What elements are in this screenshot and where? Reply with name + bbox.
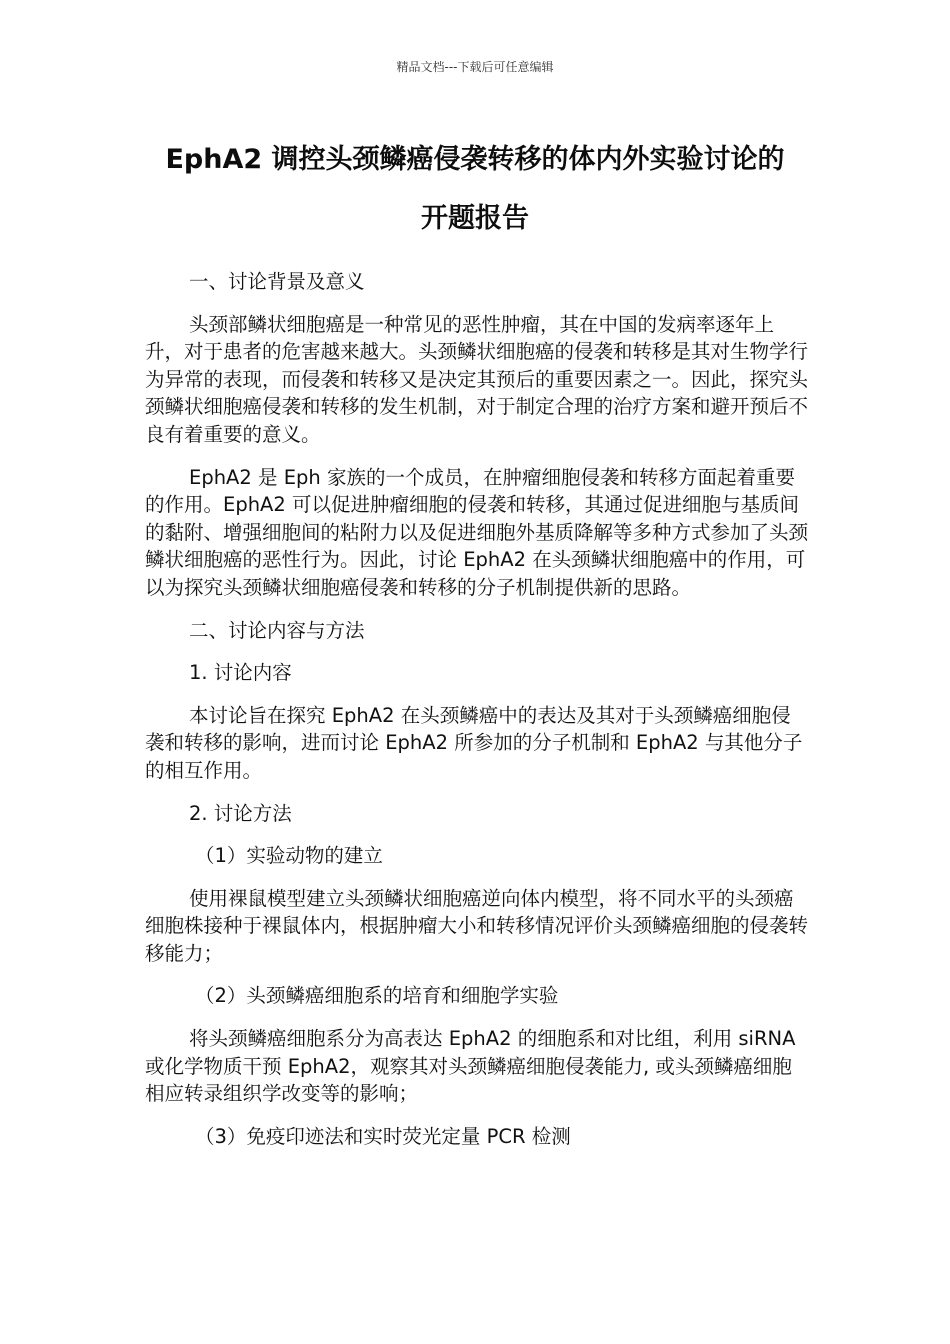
method-1-paragraph: 使用裸鼠模型建立头颈鳞状细胞癌逆向体内模型，将不同水平的头颈癌细胞株接种于裸鼠体内，根据肿瘤大小和转移情况评价头颈鳞癌细胞的侵袭转移能力； (145, 886, 809, 965)
section-2-1-heading: 1. 讨论内容 (189, 661, 292, 685)
section-2-2-heading: 2. 讨论方法 (189, 801, 292, 825)
section-2-1-paragraph: 本讨论旨在探究 EphA2 在头颈鳞癌中的表达及其对于头颈鳞癌细胞侵袭和转移的影响，进而讨论 EphA2 所参加的分子机制和 EphA2 与其他分子的相互作用。 (145, 703, 803, 782)
section-2-heading: 二、讨论内容与方法 (189, 618, 365, 642)
section-1-heading: 一、讨论背景及意义 (189, 270, 365, 293)
section-1-paragraph-2: EphA2 是 Eph 家族的一个成员，在肿瘤细胞侵袭和转移方面起着重要的作用。EphA2 可以促进肿瘤细胞的侵袭和转移，其通过促进细胞与基质间的黏附、增强细胞间的粘附力以及促进细胞外基质降解等多种方式参加了头颈鳞状细胞癌的恶性行为。因此，讨论 EphA2 在头颈鳞状细胞癌中的作用，可以为探究头颈鳞状细胞癌侵袭和转移的分子机制提供新的思路。 (145, 465, 809, 599)
section-1-paragraph-1: 头颈部鳞状细胞癌是一种常见的恶性肿瘤，其在中国的发病率逐年上升，对于患者的危害越来越大。头颈鳞状细胞癌的侵袭和转移是其对生物学行为异常的表现，而侵袭和转移又是决定其预后的重要因素之一。因此，探究头颈鳞状细胞癌侵袭和转移的发生机制，对于制定合理的治疗方案和避开预后不良有着重要的意义。 (145, 312, 809, 446)
method-2-heading: （2）头颈鳞癌细胞系的培育和细胞学实验 (195, 984, 559, 1008)
header-note: 精品文档---下载后可任意编辑 (396, 60, 554, 74)
method-2-paragraph: 将头颈鳞癌细胞系分为高表达 EphA2 的细胞系和对比组，利用 siRNA 或化学物质干预 EphA2，观察其对头颈鳞癌细胞侵袭能力, 或头颈鳞癌细胞相应转录组织学改变等的影响； (145, 1027, 796, 1106)
document-body (145, 268, 810, 1150)
method-3-heading: （3）免疫印迹法和实时荧光定量 PCR 检测 (195, 1124, 571, 1148)
document-title-line-1: EphA2 调控头颈鳞癌侵袭转移的体内外实验讨论的 (165, 144, 785, 175)
method-1-heading: （1）实验动物的建立 (195, 844, 383, 868)
document-title-line-2: 开题报告 (421, 203, 529, 234)
